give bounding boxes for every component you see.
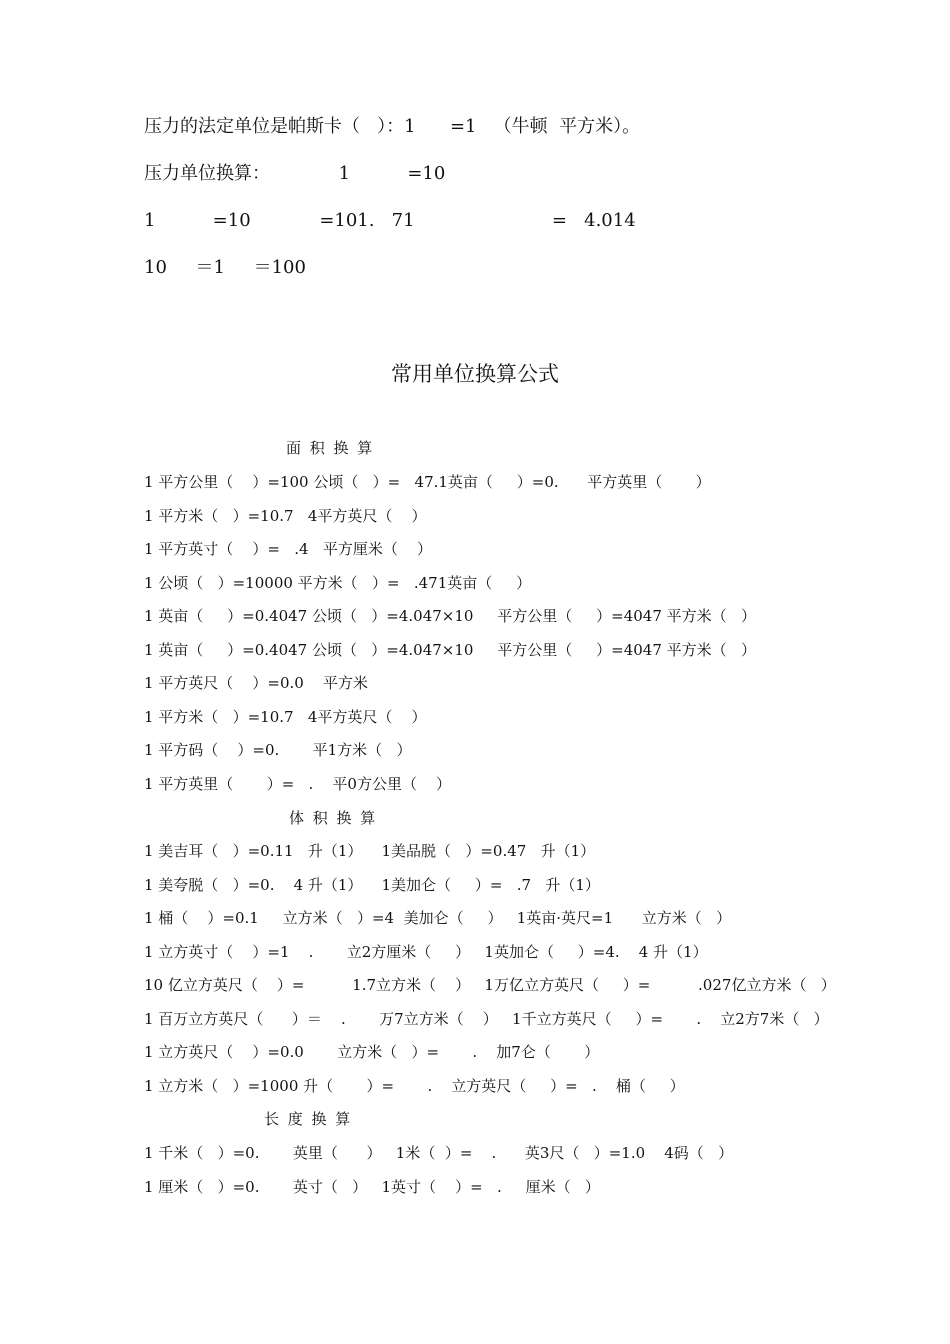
pressure-line-3: 1 =10 =101. 71 = 4.014 (144, 210, 636, 231)
section-heading-length: 长 度 换 算 (264, 1110, 353, 1128)
volume-line: 1 百万立方英尺（ ）＝ . 万7立方米（ ） 1千立方英尺（ ）= . 立2方7米（ ） (144, 1010, 829, 1028)
area-line: 1 平方英尺（ ）=0.0 平方米 (144, 674, 368, 692)
area-line: 1 平方码（ ）=0. 平1方米（ ） (144, 741, 412, 759)
volume-line: 1 立方英寸（ ）=1 . 立2方厘米（ ） 1英加仑（ ）=4. 4 升（1） (144, 943, 708, 961)
area-line: 1 平方英寸（ ）= .4 平方厘米（ ） (144, 540, 432, 558)
area-line: 1 英亩（ ）=0.4047 公顷（ ）=4.047×10 平方公里（ ）=4047 平方米（ ） (144, 641, 756, 659)
page-title: 常用单位换算公式 (391, 362, 559, 386)
area-line: 1 平方米（ ）=10.7 4平方英尺（ ） (144, 507, 427, 525)
volume-line: 1 美吉耳（ ）=0.11 升（1） 1美品脱（ ）=0.47 升（1） (144, 842, 596, 860)
volume-line: 1 美夸脱（ ）=0. 4 升（1） 1美加仑（ ）= .7 升（1） (144, 876, 600, 894)
area-line: 1 平方英里（ ）= . 平0方公里（ ） (144, 775, 452, 793)
volume-line: 1 桶（ ）=0.1 立方米（ ）=4 美加仑（ ） 1英亩·英尺=1 立方米（ ） (144, 909, 732, 927)
pressure-line-4: 10 ＝1 ＝100 (144, 257, 306, 278)
section-heading-volume: 体 积 换 算 (289, 809, 378, 827)
volume-line: 10 亿立方英尺（ ）= 1.7立方米（ ） 1万亿立方英尺（ ）= .027亿立方米（ ） (144, 976, 836, 994)
area-line: 1 平方米（ ）=10.7 4平方英尺（ ） (144, 708, 427, 726)
volume-line: 1 立方英尺（ ）=0.0 立方米（ ）= . 加7仑（ ） (144, 1043, 600, 1061)
area-line: 1 英亩（ ）=0.4047 公顷（ ）=4.047×10 平方公里（ ）=4047 平方米（ ） (144, 607, 756, 625)
area-line: 1 平方公里（ ）=100 公顷（ ）= 47.1英亩（ ）=0. 平方英里（ ） (144, 473, 711, 491)
pressure-line-2: 压力单位换算： 1 =10 (144, 163, 446, 184)
length-line: 1 厘米（ ）=0. 英寸（ ） 1英寸（ ）= . 厘米（ ） (144, 1178, 600, 1196)
pressure-line-1: 压力的法定单位是帕斯卡（ ）：1 =1 （牛顿 平方米）。 (144, 116, 641, 137)
volume-line: 1 立方米（ ）=1000 升（ ）= . 立方英尺（ ）= . 桶（ ） (144, 1077, 685, 1095)
section-heading-area: 面 积 换 算 (286, 439, 375, 457)
length-line: 1 千米（ ）=0. 英里（ ） 1米（ ）= . 英3尺（ ）=1.0 4码（ ） (144, 1144, 734, 1162)
area-line: 1 公顷（ ）=10000 平方米（ ）= .471英亩（ ） (144, 574, 532, 592)
